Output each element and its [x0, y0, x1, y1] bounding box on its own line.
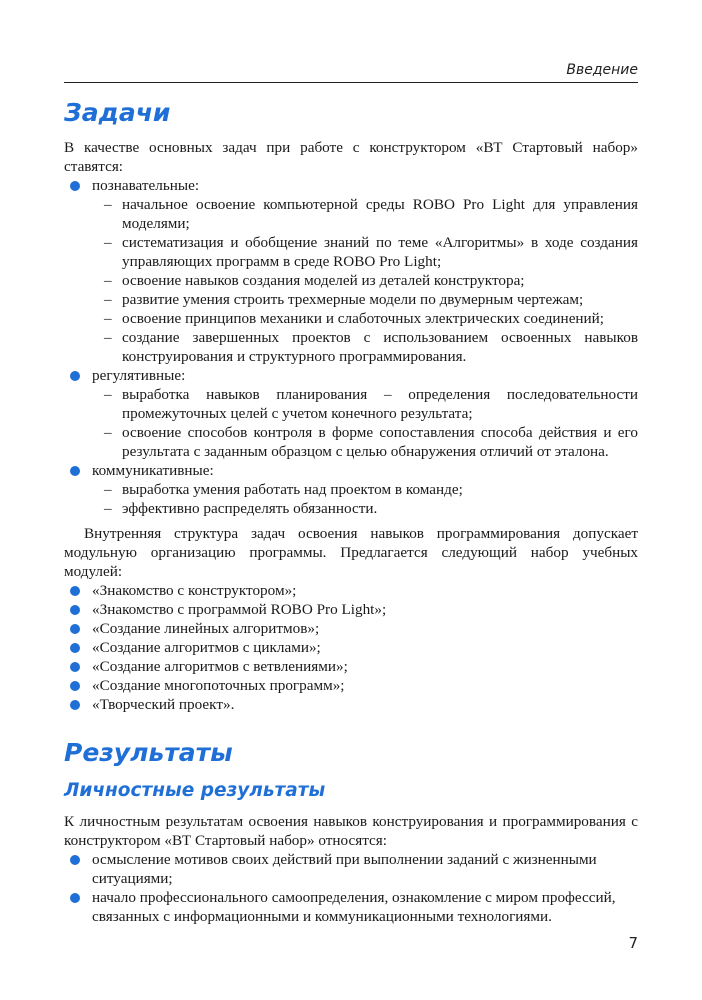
list-item: начало профессионального самоопределения, ознакомление с миром профессий, связанных с информационными и коммуникационными технологиями. — [92, 888, 638, 926]
list-item: – освоение навыков создания моделей из деталей конструктора; — [104, 272, 525, 289]
list-item: – выработка навыков планирования – определения последовательности промежуточных целей с учетом конечного результата; — [104, 386, 638, 422]
dash-icon: – — [104, 272, 112, 289]
page-number: 7 — [628, 934, 638, 952]
section-heading-tasks: Задачи — [64, 98, 171, 127]
bullet-icon — [70, 662, 80, 672]
task-sublist — [92, 385, 638, 461]
dash-icon: – — [104, 481, 112, 498]
list-item: – начальное освоение компьютерной среды ROBO Pro Light для управления моделями; — [104, 196, 638, 232]
bullet-icon — [70, 700, 80, 710]
task-group-regulatory — [92, 366, 638, 461]
list-item: «Творческий проект». — [92, 695, 638, 714]
list-item: – выработка умения работать над проектом в команде; — [104, 481, 463, 498]
list-item: – развитие умения строить трехмерные модели по двумерным чертежам; — [104, 291, 584, 308]
bullet-icon — [70, 643, 80, 653]
task-sublist — [92, 480, 638, 518]
dash-icon: – — [104, 310, 112, 327]
task-group-label: коммуникативные: — [92, 462, 214, 479]
dash-icon: – — [104, 500, 112, 517]
list-item: – освоение принципов механики и слаботочных электрических соединений; — [104, 310, 605, 327]
list-item: «Создание многопоточных программ»; — [92, 676, 638, 695]
list-item: – эффективно распределять обязанности. — [104, 500, 378, 517]
task-sublist — [92, 195, 638, 366]
section-heading-results: Результаты — [64, 738, 233, 767]
modules-intro: Внутренняя структура задач освоения навыков программирования допускает модульную организацию программы. Предлагается следующий набор учебных модулей: — [64, 525, 638, 580]
task-group-cognitive — [92, 176, 638, 366]
bullet-icon — [70, 181, 80, 191]
task-group-label: регулятивные: — [92, 367, 186, 384]
tasks-intro: В качестве основных задач при работе с конструктором «ВТ Стартовый набор» ставятся: — [64, 139, 638, 175]
header-rule — [64, 82, 638, 83]
dash-icon: – — [104, 329, 112, 346]
page-content — [64, 96, 638, 926]
dash-icon: – — [104, 424, 112, 441]
dash-icon: – — [104, 234, 112, 251]
list-item: – создание завершенных проектов с использованием освоенных навыков конструирования и структурного программирования. — [104, 329, 638, 365]
bullet-icon — [70, 371, 80, 381]
personal-results-intro: К личностным результатам освоения навыков конструирования и программирования с конструктором «ВТ Стартовый набор» относятся: — [64, 813, 638, 849]
dash-icon: – — [104, 196, 112, 213]
list-item: «Создание линейных алгоритмов»; — [92, 619, 638, 638]
dash-icon: – — [104, 291, 112, 308]
dash-icon: – — [104, 386, 112, 403]
task-groups-list — [64, 176, 638, 518]
bullet-icon — [70, 855, 80, 865]
list-item: осмысление мотивов своих действий при выполнении заданий с жизненными ситуациями; — [92, 850, 638, 888]
list-item: – освоение способов контроля в форме сопоставления способа действия и его результата с заданным образцом с целью обнаружения отличий от эталона. — [104, 424, 638, 460]
list-item: – систематизация и обобщение знаний по теме «Алгоритмы» в ходе создания управляющих программ в среде ROBO Pro Light; — [104, 234, 638, 270]
running-head: Введение — [566, 62, 638, 78]
task-group-label: познавательные: — [92, 177, 200, 194]
list-item: «Знакомство с конструктором»; — [92, 581, 638, 600]
bullet-icon — [70, 586, 80, 596]
task-group-communicative — [92, 461, 638, 518]
personal-results-list — [64, 850, 638, 926]
bullet-icon — [70, 681, 80, 691]
modules-list — [64, 581, 638, 714]
list-item: «Создание алгоритмов с ветвлениями»; — [92, 657, 638, 676]
list-item: «Создание алгоритмов с циклами»; — [92, 638, 638, 657]
bullet-icon — [70, 893, 80, 903]
bullet-icon — [70, 624, 80, 634]
bullet-icon — [70, 605, 80, 615]
bullet-icon — [70, 466, 80, 476]
list-item: «Знакомство с программой ROBO Pro Light»; — [92, 600, 638, 619]
subsection-heading-personal: Личностные результаты — [64, 780, 326, 801]
